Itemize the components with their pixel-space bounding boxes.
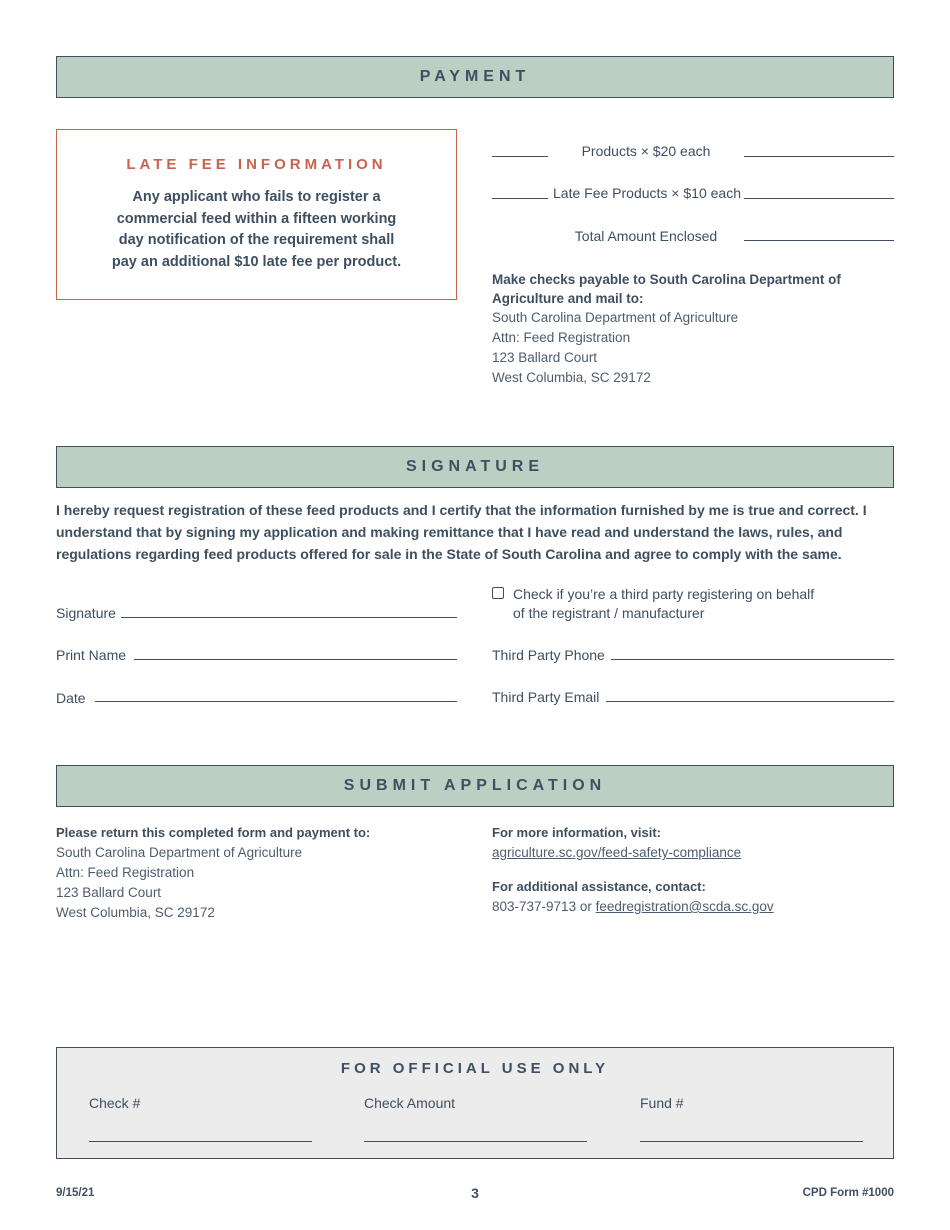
late-products-count-field[interactable] <box>492 198 548 199</box>
page-number: 3 <box>471 1185 479 1201</box>
return-address-line-1: South Carolina Department of Agriculture <box>56 845 303 860</box>
late-fee-title: LATE FEE INFORMATION <box>126 156 387 173</box>
late-fee-text: Any applicant who fails to register a commercial feed within a fifteen working day notification of the requirement shall pay an additional $10 late fee per product. <box>111 189 402 270</box>
date-field[interactable] <box>95 701 457 702</box>
return-address-line-2: Attn: Feed Registration <box>56 865 195 880</box>
products-count-field[interactable] <box>492 156 548 157</box>
products-label: Products × $20 each <box>581 143 711 159</box>
contact-email-link[interactable]: feedregistration@scda.sc.gov <box>595 899 774 914</box>
products-amount-field[interactable] <box>744 156 894 157</box>
print-name-label: Print Name <box>56 647 127 663</box>
total-amount-field[interactable] <box>744 240 894 241</box>
return-address-line-4: West Columbia, SC 29172 <box>56 905 215 920</box>
contact-or: or <box>579 899 592 914</box>
signature-label: Signature <box>56 605 116 621</box>
check-number-field[interactable] <box>89 1141 312 1142</box>
certification-text: I hereby request registration of these feed products and I certify that the information furnished by me is true and correct. I understand that by signing my application and making remittance that I have read and understand the laws, rules, and regulations regarding feed products offered for sale in the State of South Carolina and agree to comply with the same. <box>56 502 867 562</box>
checks-payable-text: Make checks payable to South Carolina Department of Agriculture and mail to: <box>492 272 841 306</box>
late-fee-box <box>56 129 457 300</box>
check-number-label: Check # <box>89 1095 141 1111</box>
late-products-amount-field[interactable] <box>744 198 894 199</box>
third-party-phone-field[interactable] <box>611 659 894 660</box>
info-link[interactable]: agriculture.sc.gov/feed-safety-compliance <box>492 845 742 860</box>
assist-label: For additional assistance, contact: <box>492 879 706 894</box>
third-party-email-field[interactable] <box>606 701 894 702</box>
official-use-box <box>56 1047 894 1159</box>
contact-block <box>492 823 892 917</box>
third-party-checkbox[interactable] <box>492 587 504 599</box>
payment-address-line-2: Attn: Feed Registration <box>492 330 631 345</box>
third-party-email-label: Third Party Email <box>492 689 600 705</box>
footer-form-number: CPD Form #1000 <box>802 1187 894 1199</box>
fund-number-field[interactable] <box>640 1141 863 1142</box>
date-label: Date <box>56 690 86 706</box>
fund-number-label: Fund # <box>640 1095 684 1111</box>
third-party-check-label-1: Check if you’re a third party registering on behalf <box>513 586 815 602</box>
payment-address-line-4: West Columbia, SC 29172 <box>492 370 651 385</box>
signature-field[interactable] <box>121 617 457 618</box>
info-label: For more information, visit: <box>492 825 662 840</box>
total-label: Total Amount Enclosed <box>574 228 718 244</box>
signature-heading: SIGNATURE <box>56 446 894 488</box>
print-name-field[interactable] <box>134 659 457 660</box>
third-party-phone-label: Third Party Phone <box>492 647 605 663</box>
return-address-block <box>56 823 456 923</box>
check-amount-label: Check Amount <box>364 1095 456 1111</box>
payment-address-line-1: South Carolina Department of Agriculture <box>492 310 739 325</box>
return-label: Please return this completed form and payment to: <box>56 825 371 840</box>
check-amount-field[interactable] <box>364 1141 587 1142</box>
footer-date: 9/15/21 <box>56 1187 95 1199</box>
payment-mail-info <box>492 270 912 388</box>
official-use-heading: FOR OFFICIAL USE ONLY <box>340 1060 610 1077</box>
payment-address-line-3: 123 Ballard Court <box>492 350 598 365</box>
third-party-check-label-2: of the registrant / manufacturer <box>513 605 705 621</box>
submit-heading: SUBMIT APPLICATION <box>56 765 894 807</box>
payment-heading: PAYMENT <box>56 56 894 98</box>
return-address-line-3: 123 Ballard Court <box>56 885 162 900</box>
late-products-label: Late Fee Products × $10 each <box>553 185 741 201</box>
contact-phone: 803-737-9713 <box>492 899 577 914</box>
